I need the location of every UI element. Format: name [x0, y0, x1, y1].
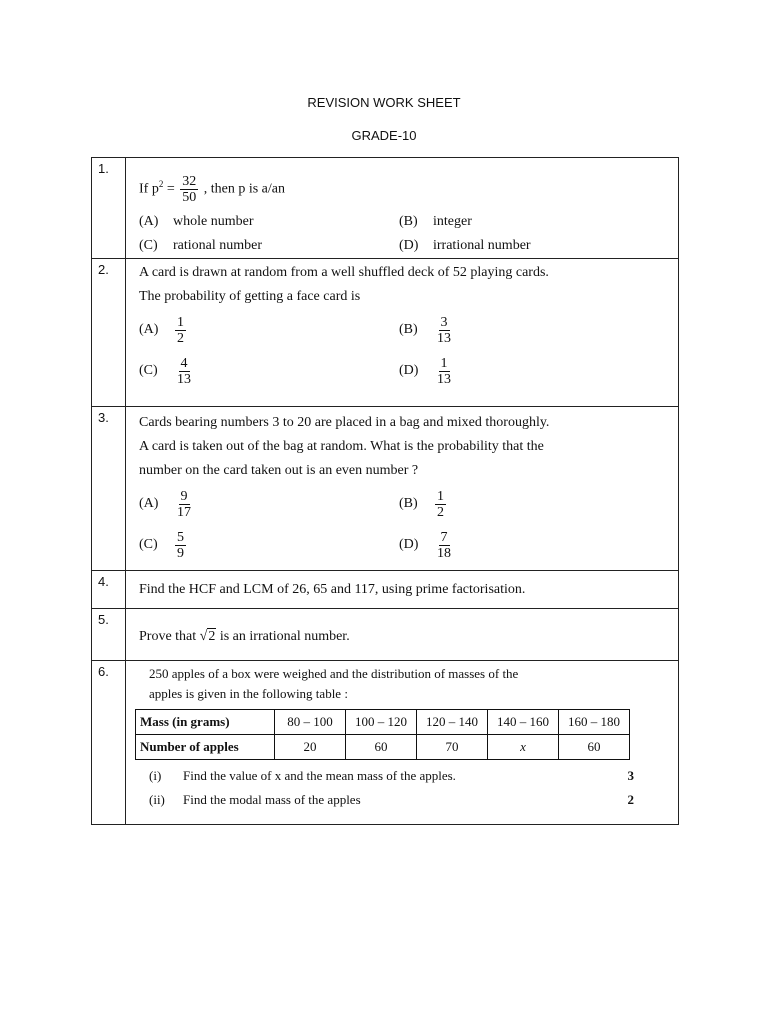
question-text-line: 250 apples of a box were weighed and the distribution of masses of the [149, 665, 519, 681]
question-text-line: Prove that √2 is an irrational number. [139, 628, 350, 644]
table-row [136, 709, 630, 734]
question-number: 1. [98, 161, 109, 176]
option-c[interactable]: (C) rational number [139, 237, 263, 253]
table-cell: 100 – 120 [346, 709, 417, 734]
question-text-line: Cards bearing numbers 3 to 20 are placed in a bag and mixed thoroughly. [139, 414, 550, 430]
question-number: 3. [98, 409, 109, 425]
question-text-line: A card is drawn at random from a well shuffled deck of 52 playing cards. [139, 264, 549, 280]
question-text-line: Find the HCF and LCM of 26, 65 and 117, using prime factorisation. [139, 581, 526, 597]
option-a[interactable]: (A) $\frac{9}{17}$ [139, 488, 191, 520]
grade-label: GRADE-10 [351, 128, 417, 143]
row-header: Number of apples [136, 734, 275, 759]
option-b[interactable]: (B) $\frac{3}{13}$ [399, 314, 451, 346]
question-number: 6. [98, 663, 109, 679]
option-b[interactable]: (B) integer [399, 213, 472, 229]
question-body [126, 258, 679, 406]
subpart-i: (i) Find the value of x and the mean mass of the apples. 3 [149, 764, 634, 788]
question-row-6 [92, 660, 679, 824]
question-text-line: The probability of getting a face card is [139, 288, 361, 304]
marks: 3 [627, 767, 634, 783]
option-b[interactable]: (B) $\frac{1}{2}$ [399, 488, 444, 520]
apples-distribution-table [135, 709, 630, 760]
question-body [126, 158, 679, 259]
subpart-ii: (ii) Find the modal mass of the apples 2 [149, 788, 634, 812]
question-text-line: apples is given in the following table : [149, 685, 348, 701]
table-cell: 140 – 160 [488, 709, 559, 734]
option-d[interactable]: (D) $\frac{7}{18}$ [399, 529, 451, 561]
question-table [91, 157, 679, 825]
option-c[interactable]: (C) $\frac{4}{13}$ [139, 355, 191, 387]
question-body [126, 406, 679, 570]
question-number-cell [92, 158, 126, 259]
table-cell: x [488, 734, 559, 759]
question-row-1 [92, 158, 679, 259]
question-number: 4. [98, 573, 109, 589]
table-cell: 70 [417, 734, 488, 759]
option-c[interactable]: (C) $\frac{5}{9}$ [139, 529, 184, 561]
table-cell: 20 [275, 734, 346, 759]
option-a[interactable]: (A) $\frac{1}{2}$ [139, 314, 184, 346]
question-row-5 [92, 608, 679, 660]
row-header: Mass (in grams) [136, 709, 275, 734]
question-row-2 [92, 258, 679, 406]
option-d[interactable]: (D) $\frac{1}{13}$ [399, 355, 451, 387]
question-row-4 [92, 570, 679, 608]
question-body [126, 608, 679, 660]
table-cell: 80 – 100 [275, 709, 346, 734]
table-cell: 60 [559, 734, 630, 759]
fraction: $\frac{32}{50}$ [182, 173, 197, 205]
marks: 2 [627, 791, 634, 807]
question-row-3 [92, 406, 679, 570]
question-text-line: number on the card taken out is an even number ? [139, 462, 419, 478]
table-cell: 160 – 180 [559, 709, 630, 734]
question-number: 2. [98, 261, 109, 277]
square-root: √2 [199, 628, 216, 644]
question-text-line: A card is taken out of the bag at random. What is the probability that the [139, 438, 544, 454]
table-cell: 60 [346, 734, 417, 759]
question-body [126, 660, 679, 824]
option-a[interactable]: (A) whole number [139, 213, 254, 229]
table-cell: 120 – 140 [417, 709, 488, 734]
question-stem: If $p^2$ = $\frac{32}{50}$ , then p is a/an [139, 173, 285, 205]
option-d[interactable]: (D) irrational number [399, 237, 531, 253]
worksheet-title: REVISION WORK SHEET [307, 95, 461, 110]
question-number: 5. [98, 611, 109, 627]
question-body [126, 570, 679, 608]
table-row [136, 734, 630, 759]
